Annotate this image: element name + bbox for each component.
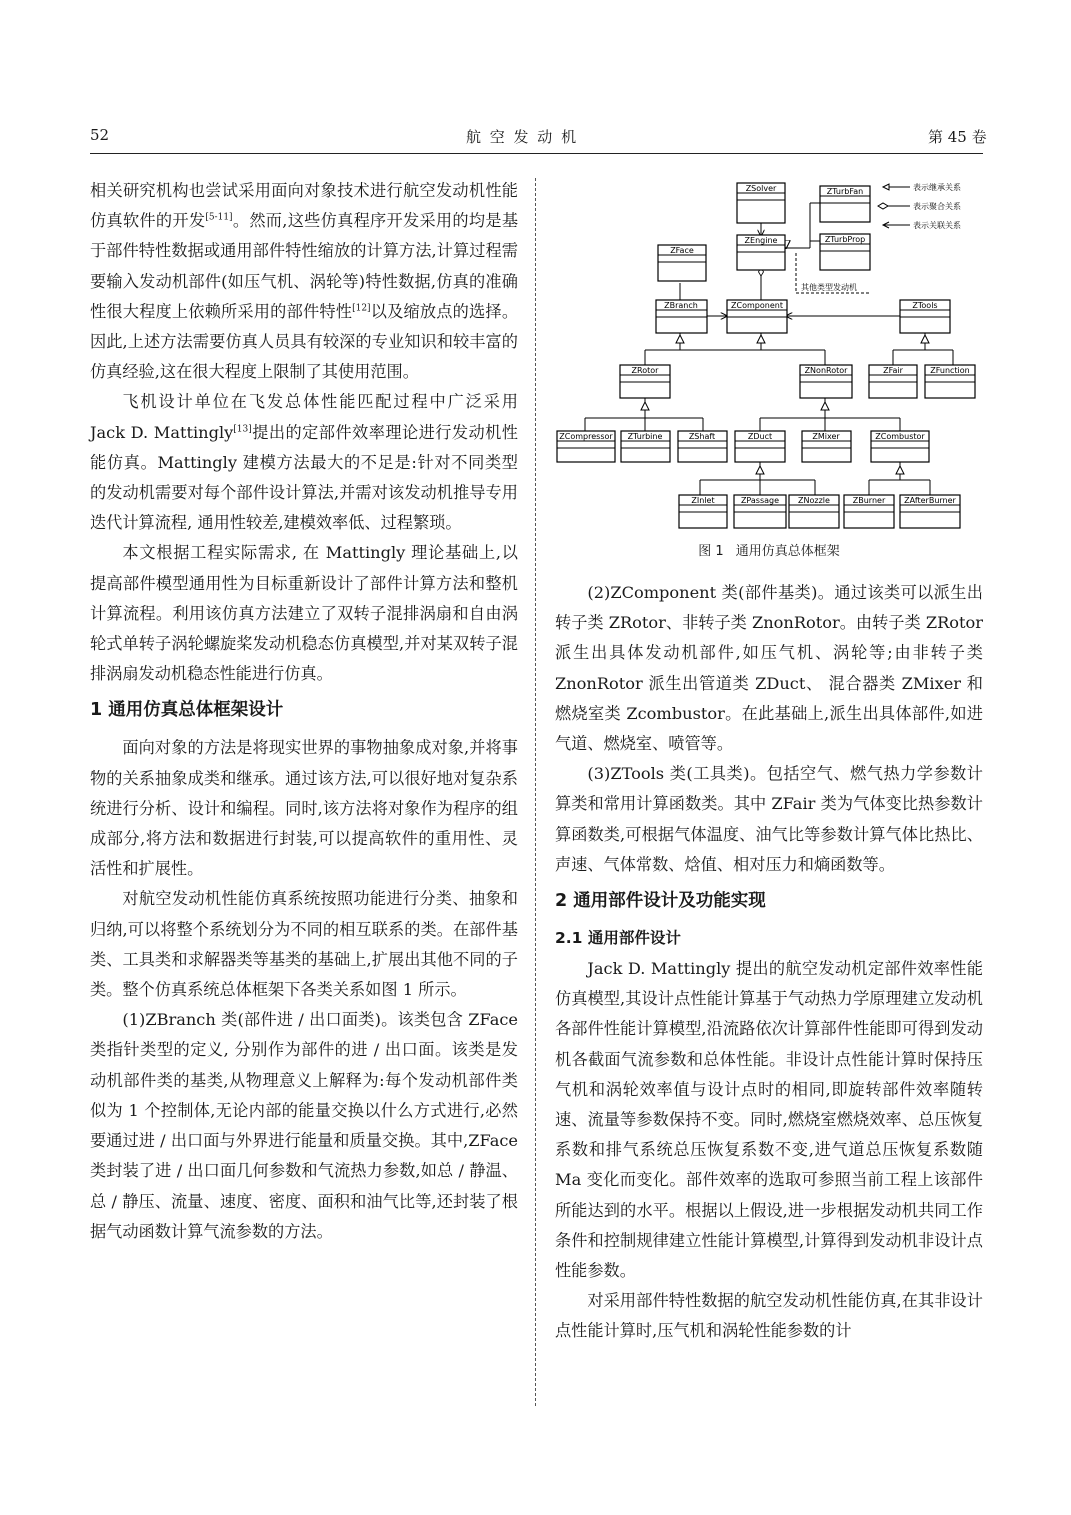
paragraph: (1)ZBranch 类(部件进 / 出口面类)。该类包含 ZFace 类指针类型的定义, 分别作为部件的进 / 出口面。该类是发动机部件类的基类,从物理意义上解释为:每个发动机部件类似为 1 个控制体,无论内部的能量交换以什么方式进行,必然要通过进 / 出口面与外界进行能量和质量交换。其中,ZFace 类封装了进 / 出口面几何参数和气流热力参数,如总 / 静温、总 / 静压、流量、速度、密度、面积和油气比等,还封装了根据气动函数计算气流参数的方法。 [90,1010,518,1241]
class-label-zpassage: ZPassage [740,496,780,505]
class-label-zturbprop: ZTurbProp [824,235,866,244]
paragraph: (3)ZTools 类(工具类)。包括空气、燃气热力学参数计算类和常用计算函数类。其中 ZFair 类为气体变比热参数计算函数类,可根据气体温度、油气比等参数计算气体比热比、声速、气体常数、焓值、相对压力和熵函数等。 [555,764,983,874]
class-diagram [555,178,983,558]
diagram-legend [878,184,910,228]
class-label-zturbfan: ZTurbFan [826,187,864,196]
paragraph: 面向对象的方法是将现实世界的事物抽象成对象,并将事物的关系抽象成类和继承。通过该方法,可以很好地对复杂系统进行分析、设计和编程。同时,该方法将对象作为程序的组成部分,将方法和数据进行封装,可以提高软件的重用性、灵活性和扩展性。 [90,738,518,879]
class-label-zcompressor: ZCompressor [559,432,613,441]
class-label-zshaft: ZShaft [688,432,716,441]
class-label-zafterburner: ZAfterBurner [904,496,956,505]
class-label-zsolver: ZSolver [745,184,777,193]
paragraph: 本文根据工程实际需求, 在 Mattingly 理论基础上,以提高部件模型通用性为目标重新设计了部件计算方法和整机计算流程。利用该仿真方法建立了双转子混排涡扇和自由涡轮式单转子涡轮螺旋桨发动机稳态仿真模型,并对某双转子混排涡扇发动机稳态性能进行仿真。 [90,543,518,684]
class-label-zduct: ZDuct [747,432,773,441]
paragraph: (2)ZComponent 类(部件基类)。通过该类可以派生出转子类 ZRotor、非转子类 ZnonRotor。由转子类 ZRotor 派生出具体发动机部件,如压气机、涡轮等;由非转子类 ZnonRotor 派生出管道类 ZDuct、 混合器类 ZMixer 和燃烧室类 Zcombustor。在此基础上,派生出具体部件,如进气道、燃烧室、喷管等。 [555,583,983,754]
section-heading: 1 通用仿真总体框架设计 [90,700,284,721]
text: 相关研究机构也尝试采用面向对象技术进行航空发动机性能仿真软件的开发 [90,181,518,231]
class-label-znonrotor: ZNonRotor [804,366,848,375]
figure-number: 图 1 [698,544,724,559]
text: 提出的定部件效率理论进行发动机性能仿真。Mattingly 建模方法最大的不足是:针对不同类型的发动机需要对每个部件设计算法,并需对该发动机推导专用迭代计算流程, 通用性较差,建模效率低、过程繁琐。 [90,422,518,533]
section-heading: 2 通用部件设计及功能实现 [555,891,766,912]
right-column [555,578,983,1347]
page-number: 52 [90,126,110,144]
header-rule [90,153,983,154]
class-label-zturbine: ZTurbine [627,432,663,441]
paragraph [90,387,518,538]
text: 。然而,这些仿真程序开发采用的均是基于部件特性数据或通用部件特性缩放的计算方法,计算过程需要输入发动机部件(如压气机、涡轮等)特性数据,仿真的准确性很大程度上依赖所采用的部件特性 [90,211,519,321]
class-label-zface: ZFace [670,246,694,255]
class-label-zrotor: ZRotor [631,366,659,375]
class-label-zfair: ZFair [883,366,903,375]
legend-aggregation: 表示聚合关系 [913,202,961,211]
figure-title: 通用仿真总体框架 [735,544,840,559]
figure-caption [555,540,983,559]
text: 以及缩放点的选择。因此,上述方法需要仿真人员具有较深的专业知识和较丰富的仿真经验,这在很大程度上限制了其使用范围。 [90,301,519,382]
column-divider [535,178,536,1406]
paragraph: Jack D. Mattingly 提出的航空发动机定部件效率性能仿真模型,其设计点性能计算基于气动热力学原理建立发动机各部件性能计算模型,沿流路依次计算部件性能即可得到发动机各截面气流参数和总体性能。非设计点性能计算时保持压气机和涡轮效率值与设计点时的相同,即旋转部件效率随转速、流量等参数保持不变。同时,燃烧室燃烧效率、总压恢复系数和排气系统总压恢复系数不变,进气道总压恢复系数随 Ma 变化而变化。部件效率的选取可参照当前工程上该部件所能达到的水平。根据以上假设,进一步根据发动机共同工作条件和控制规律建立性能计算模型,计算得到发动机非设计点性能参数。 [555,959,983,1281]
class-label-zburner: ZBurner [852,496,886,505]
paragraph: 对采用部件特性数据的航空发动机性能仿真,在其非设计点性能计算时,压气机和涡轮性能参数的计 [555,1291,983,1341]
text: 飞机设计单位在飞发总体性能匹配过程中广泛采用 Jack D. Mattingly [90,392,518,442]
class-label-zinlet: ZInlet [691,496,715,505]
class-label-zmixer: ZMixer [812,432,840,441]
citation: [5-11] [205,212,233,223]
journal-title: 航 空 发 动 机 [466,128,579,146]
volume-label: 第 45 卷 [928,128,987,146]
class-label-zcomponent: ZComponent [731,301,783,310]
paragraph: 对航空发动机性能仿真系统按照功能进行分类、抽象和归纳,可以将整个系统划分为不同的相互联系的类。在部件基类、工具类和求解器类等基类的基础上,扩展出其他不同的子类。整个仿真系统总体框架下各类关系如图 1 所示。 [90,889,518,1000]
left-column [90,176,518,1247]
citation: [13] [233,424,252,435]
class-label-zcombustor: ZCombustor [875,432,925,441]
class-label-znozzle: ZNozzle [798,496,830,505]
legend-association: 表示关联关系 [913,221,961,230]
class-label-zbranch: ZBranch [664,301,698,310]
class-label-ztools: ZTools [912,301,938,310]
class-label-zengine: ZEngine [744,236,778,245]
other-engines-note: 其他类型发动机 [801,283,857,292]
paragraph [90,176,518,387]
class-label-zfunction: ZFunction [930,366,970,375]
subsection-heading: 2.1 通用部件设计 [555,929,681,948]
legend-inheritance: 表示继承关系 [913,183,961,192]
citation: [12] [352,303,371,314]
